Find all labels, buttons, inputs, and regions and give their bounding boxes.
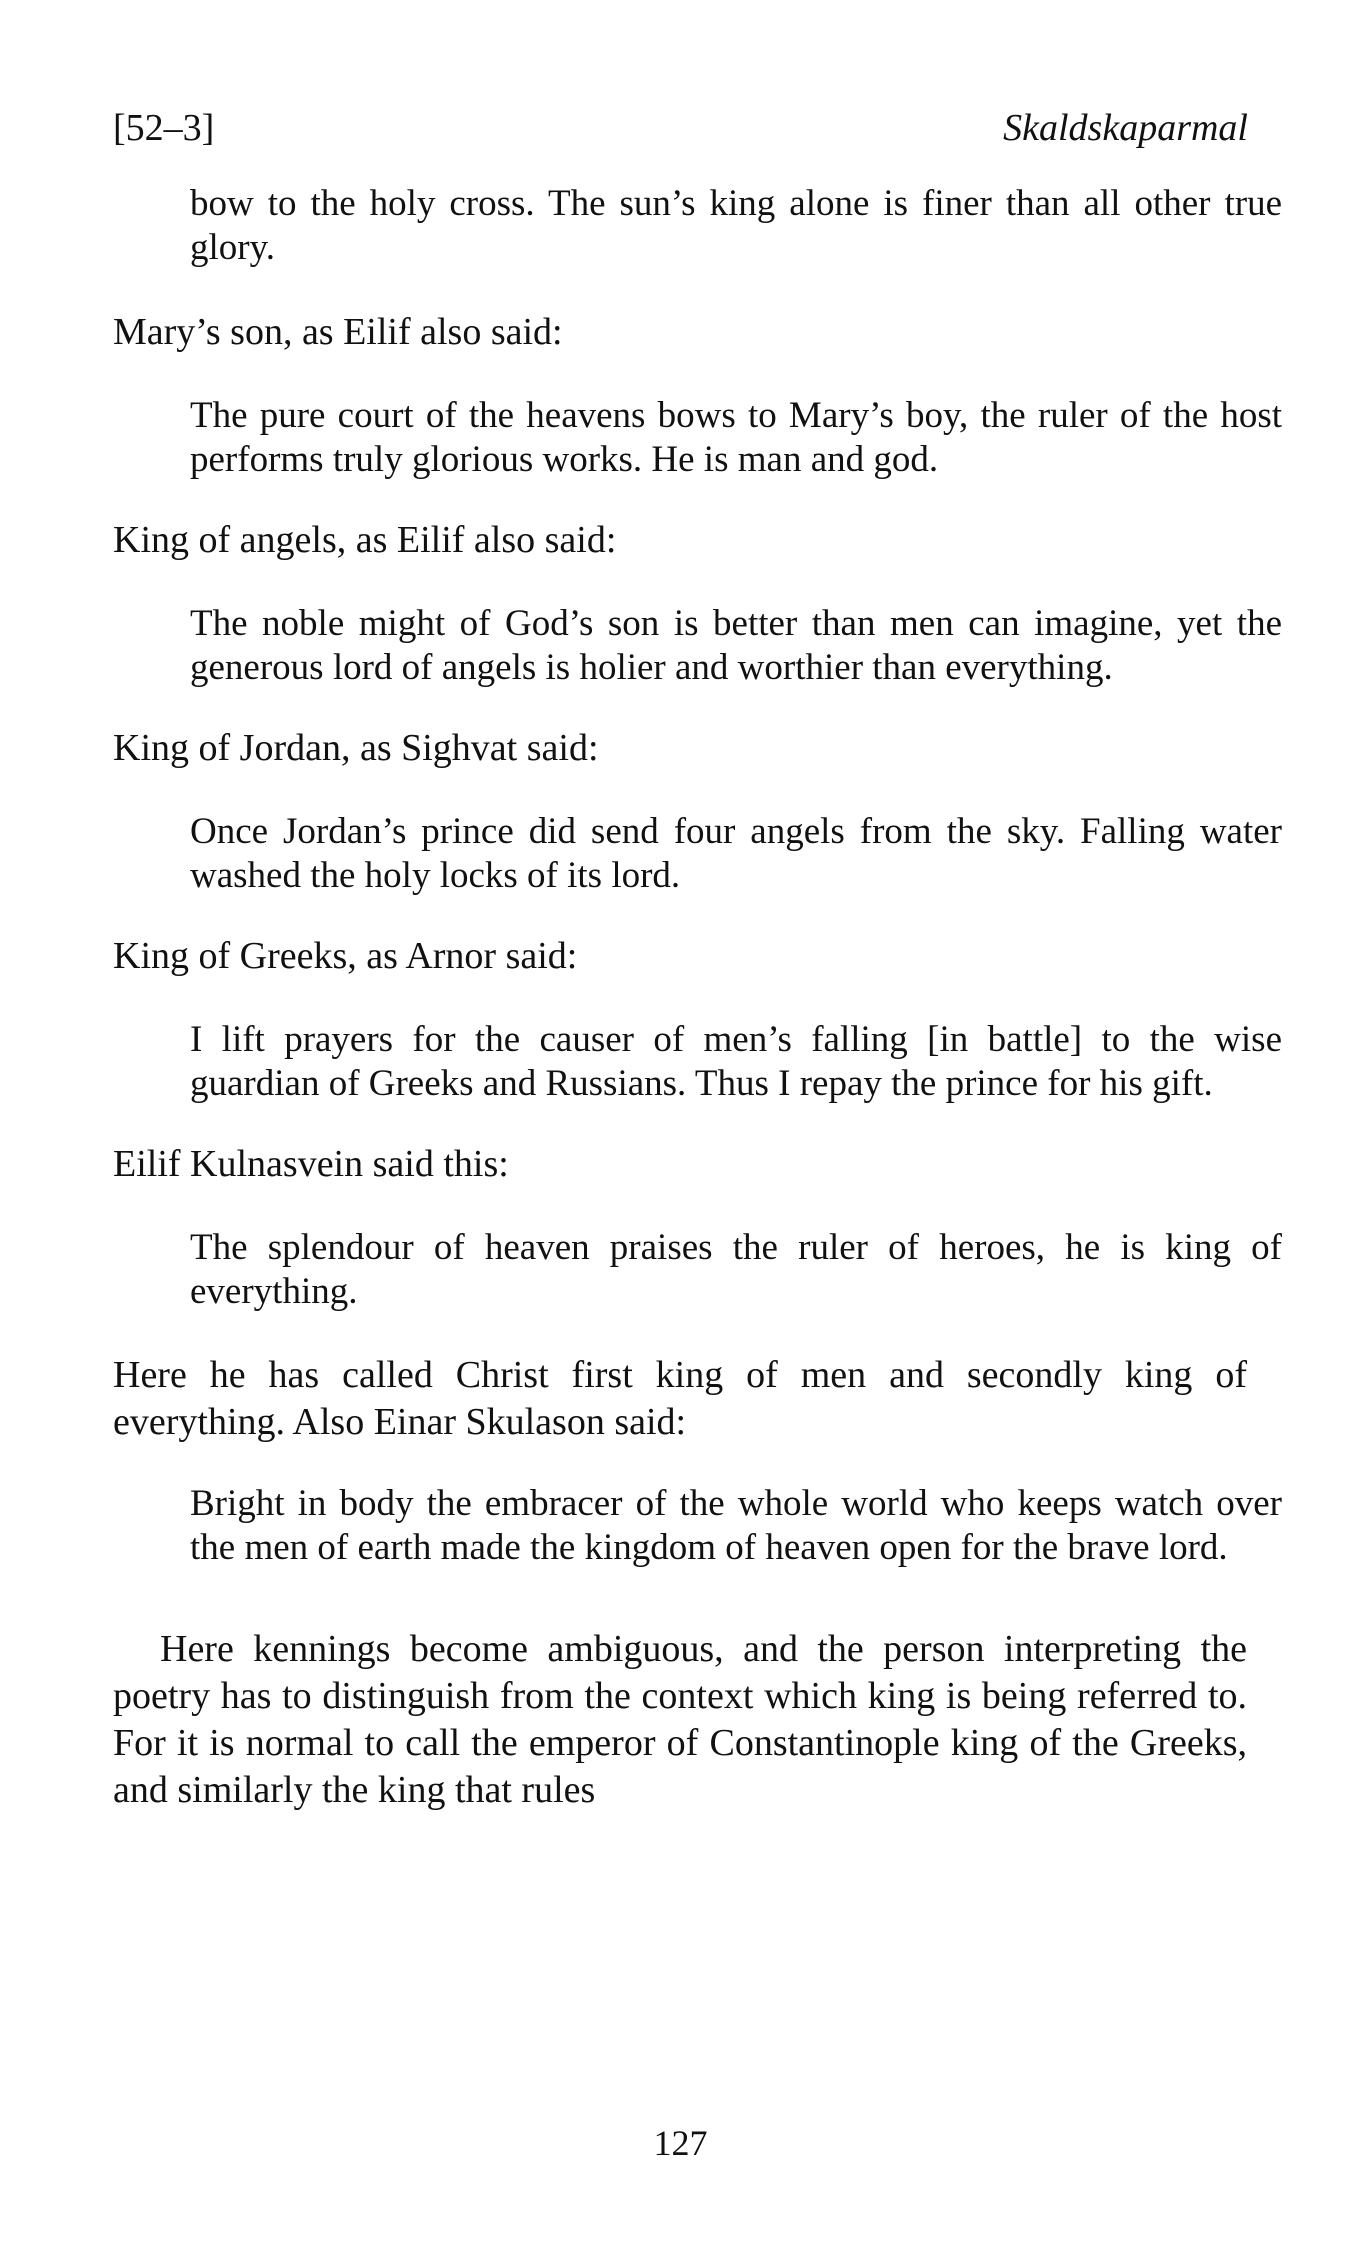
verse-intro-marys-son: Mary’s son, as Eilif also said: [113, 311, 563, 353]
page-number: 127 [653, 2123, 708, 2163]
verse-quote-king-of-greeks: I lift prayers for the causer of men’s falling [in battle] to the wise guardian of Greeks and Russians. Thus I repay the prince for his gift. [190, 1019, 1282, 1104]
running-head [113, 106, 1248, 156]
verse-intro-king-of-greeks: King of Greeks, as Arnor said: [113, 935, 578, 977]
verse-intro-king-of-angels: King of angels, as Eilif also said: [113, 519, 617, 561]
verse-quote-einar-skulason: Bright in body the embracer of the whole world who keeps watch over the men of earth made the kingdom of heaven open for the brave lord. [190, 1483, 1282, 1568]
verse-continuation: bow to the holy cross. The sun’s king alone is finer than all other true glory. [190, 183, 1282, 268]
section-reference: [52–3] [113, 107, 215, 149]
verse-quote-king-of-angels: The noble might of God’s son is better than men can imagine, yet the generous lord of angels is holier and worthier than everything. [190, 603, 1282, 688]
verse-quote-marys-son: The pure court of the heavens bows to Mary’s boy, the ruler of the host performs truly glorious works. He is man and god. [190, 395, 1282, 480]
verse-quote-eilif-kulnasvein: The splendour of heaven praises the ruler of heroes, he is king of everything. [190, 1227, 1282, 1312]
running-title: Skaldskaparmal [1003, 107, 1248, 149]
prose-paragraph-kennings: Here kennings become ambiguous, and the person interpreting the poetry has to distinguish from the context which king is being referred to. For it is normal to call the emperor of Constantinople king of the Greeks, and similarly the king that rules [113, 1628, 1247, 1811]
verse-intro-eilif-kulnasvein: Eilif Kulnasvein said this: [113, 1143, 509, 1185]
prose-paragraph-commentary: Here he has called Christ first king of men and secondly king of everything. Also Einar Skulason said: [113, 1354, 1247, 1443]
page-body [113, 182, 1282, 1814]
verse-intro-king-of-jordan: King of Jordan, as Sighvat said: [113, 727, 599, 769]
verse-quote-king-of-jordan: Once Jordan’s prince did send four angels from the sky. Falling water washed the holy locks of its lord. [190, 811, 1282, 896]
